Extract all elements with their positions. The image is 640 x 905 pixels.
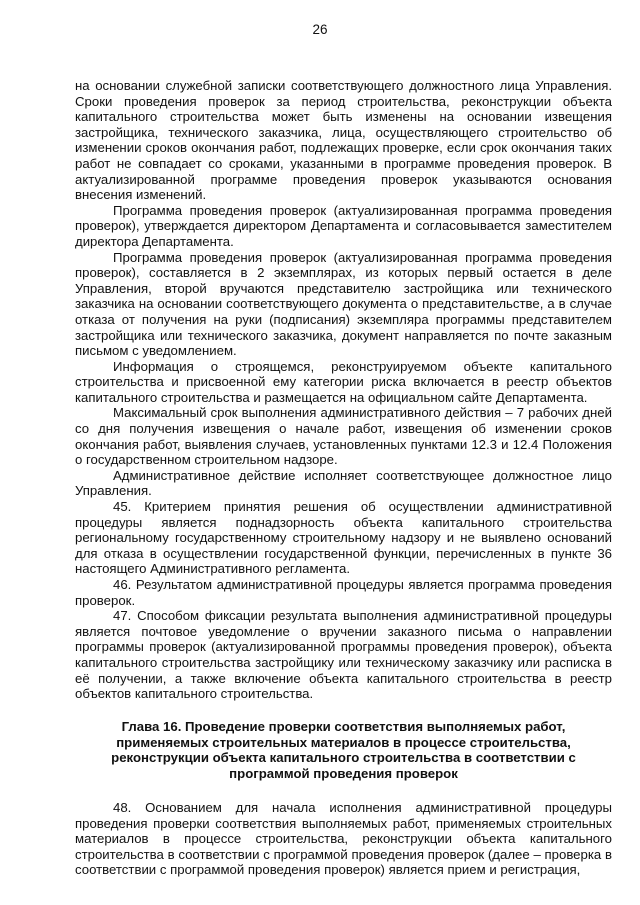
paragraph-registry-info: Информация о строящемся, реконструируемом объекте капитального строительства и присвоенной ему категории риска включается в реестр объектов капитального строительства и размещается на официальном сайте Департамента. (75, 358, 612, 405)
paragraph-47: 47. Способом фиксации результата выполнения административной процедуры является почтовое уведомление о вручении заказного письма о направлении программы проверок (актуализированной программы проведения проверок), объекта капитального строительства застройщику или техническому заказчику или расписка в её получении, а также включение объекта капитального строительства в реестр объектов капитального строительства. (75, 608, 612, 702)
document-body (75, 78, 612, 878)
paragraph-46: 46. Результатом административной процедуры является программа проведения проверок. (75, 577, 612, 608)
page-number: 26 (312, 22, 328, 37)
paragraph-max-term: Максимальный срок выполнения административного действия – 7 рабочих дней со дня получения извещения о начале работ, извещения об изменении сроков окончания работ, выявления случаев, установленных пунктами 12.3 и 12.4 Положения о государственном строительном надзоре. (75, 405, 612, 468)
paragraph-program-copies: Программа проведения проверок (актуализированная программа проведения проверок), составляется в 2 экземплярах, из которых первый остается в деле Управления, второй вручаются представителю застройщика или технического заказчика на основании соответствующего документа о представительстве, а в случае отказа от получения на руки (подписания) экземпляра программы представителем застройщика или технического заказчика, документ направляется по почте заказным письмом с уведомлением. (75, 249, 612, 359)
paragraph-45: 45. Критерием принятия решения об осуществлении административной процедуры является поднадзорность объекта капитального строительства региональному государственному строительному надзору и не выявлено оснований для отказа в осуществлении государственной функции, перечисленных в пункте 36 настоящего Административного регламента. (75, 499, 612, 577)
paragraph-executor: Административное действие исполняет соответствующее должностное лицо Управления. (75, 467, 612, 499)
paragraph-48: 48. Основанием для начала исполнения административной процедуры проведения проверки соответствия выполняемых работ, применяемых строительных материалов в процессе строительства, реконструкции объекта капитального строительства в соответствии с программой проведения проверок (далее – проверка в соответствии с программой проведения проверок) является прием и регистрация, (75, 799, 612, 878)
paragraph-continuation: на основании служебной записки соответствующего должностного лица Управления. Сроки проведения проверок за период строительства, реконструкции объекта капитального строительства может быть изменены на основании извещения застройщика, технического заказчика, лица, осуществляющего строительство об изменении сроков окончания работ, подлежащих проверке, если срок окончания таких работ не совпадает со сроками, указанными в программе проведения проверок. В актуализированной программе проведения проверок указываются основания внесения изменений. (75, 78, 612, 203)
chapter-heading: Глава 16. Проведение проверки соответствия выполняемых работ, применяемых строительных материалов в процессе строительства, реконструкции объекта капитального строительства в соответствии с программой проведения проверок (111, 718, 576, 782)
paragraph-program-approval: Программа проведения проверок (актуализированная программа проведения проверок), утверждается директором Департамента и согласовывается заместителем директора Департамента. (75, 202, 612, 249)
